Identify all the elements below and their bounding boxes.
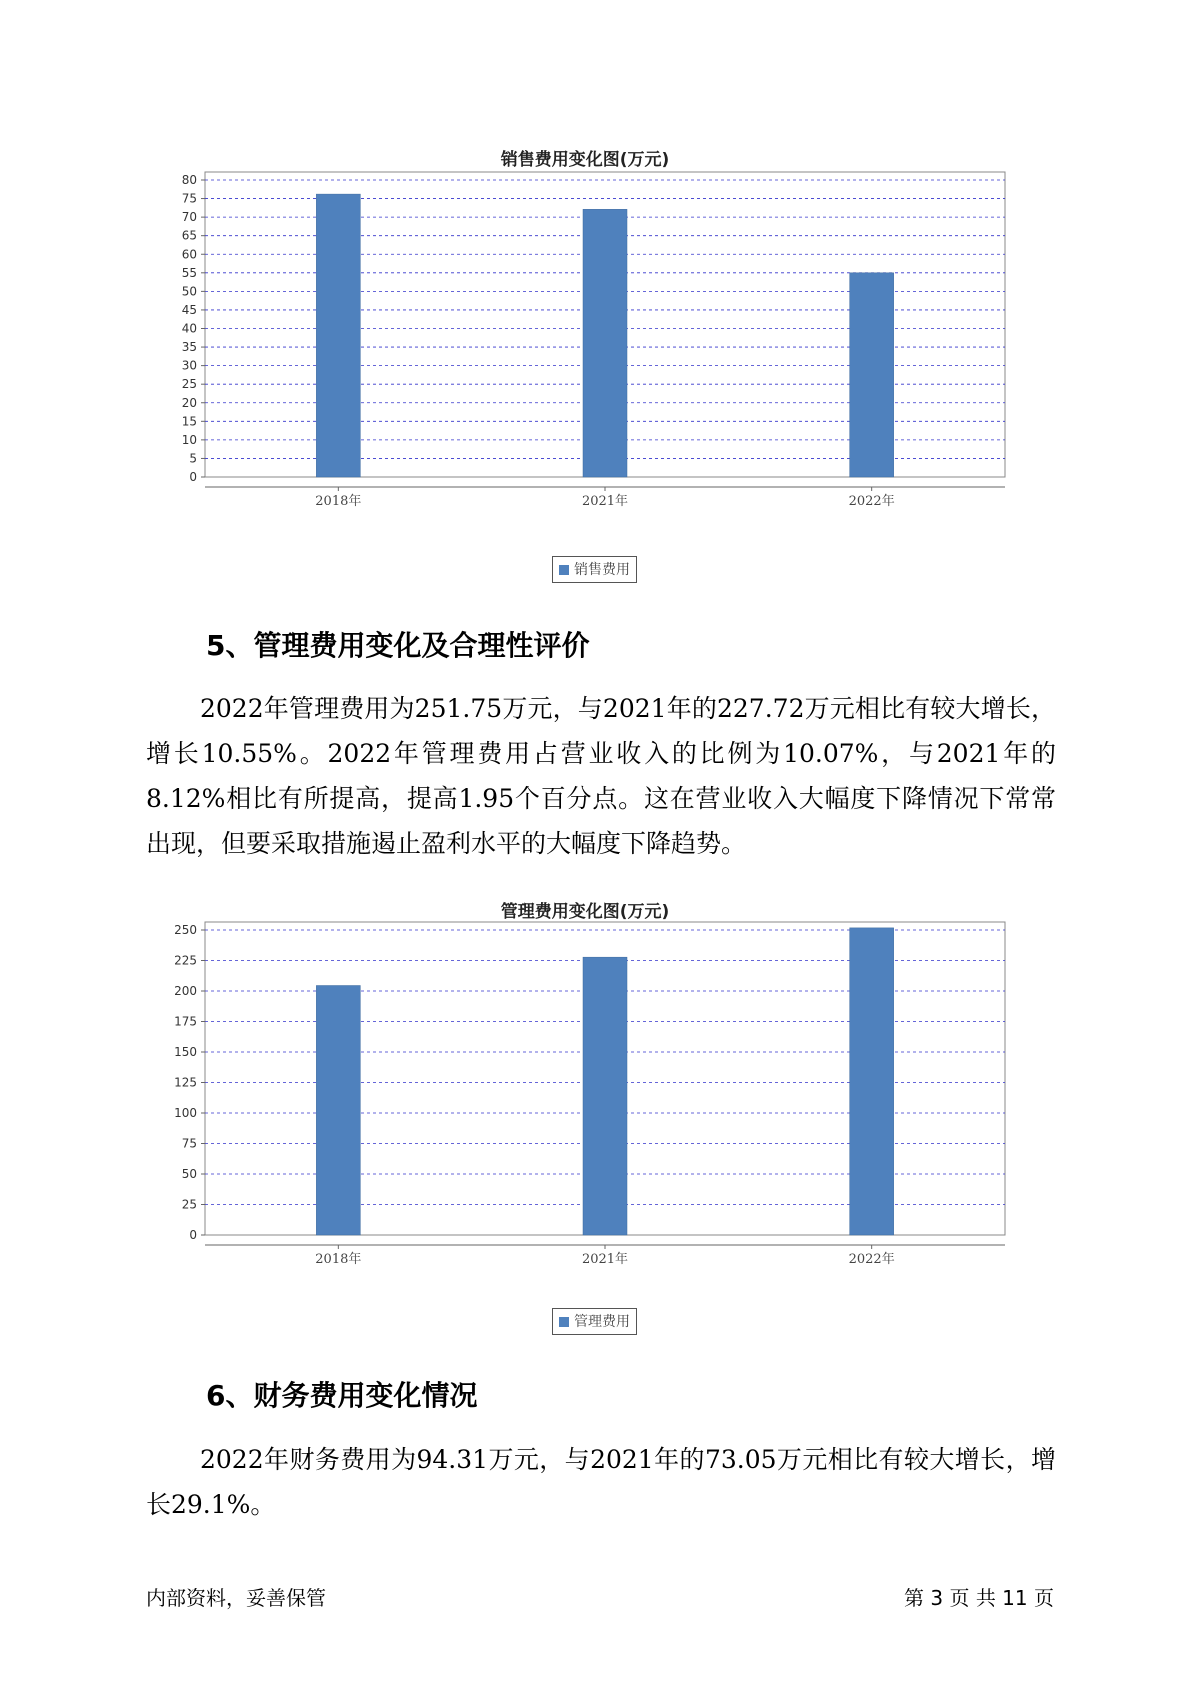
y-tick-label: 60 bbox=[181, 247, 197, 262]
y-tick-label: 40 bbox=[181, 321, 197, 336]
y-tick-label: 0 bbox=[189, 470, 197, 484]
x-tick-label: 2022年 bbox=[848, 494, 895, 509]
footer-confidential-note: 内部资料，妥善保管 bbox=[146, 1586, 326, 1610]
section-heading: 5、管理费用变化及合理性评价 bbox=[206, 629, 590, 662]
footer-page-number: 第 3 页 共 11 页 bbox=[904, 1586, 1054, 1610]
bar bbox=[850, 928, 894, 1235]
y-tick-label: 25 bbox=[181, 1197, 197, 1212]
y-tick-label: 35 bbox=[181, 340, 197, 355]
chart-legend bbox=[552, 556, 637, 583]
y-tick-label: 125 bbox=[174, 1075, 197, 1090]
y-tick-label: 70 bbox=[181, 210, 197, 225]
y-tick-label: 50 bbox=[181, 284, 197, 299]
bar bbox=[316, 986, 360, 1235]
y-tick-label: 225 bbox=[174, 953, 197, 968]
y-tick-label: 175 bbox=[174, 1014, 197, 1029]
y-tick-label: 15 bbox=[181, 414, 197, 429]
chart-title: 销售费用变化图(万元) bbox=[500, 150, 670, 170]
x-tick-label: 2018年 bbox=[315, 494, 362, 509]
section-paragraph: 2022年财务费用为94.31万元，与2021年的73.05万元相比有较大增长，增长29.1%。 bbox=[146, 1445, 1056, 1519]
sales-expense-chart bbox=[150, 140, 1020, 590]
legend-label: 管理费用 bbox=[574, 1314, 630, 1330]
y-tick-label: 250 bbox=[174, 923, 197, 937]
legend-swatch bbox=[559, 1317, 569, 1327]
y-tick-label: 50 bbox=[181, 1167, 197, 1181]
bar bbox=[583, 957, 627, 1235]
y-tick-label: 100 bbox=[174, 1106, 197, 1120]
y-tick-label: 150 bbox=[174, 1045, 197, 1059]
y-tick-label: 0 bbox=[189, 1228, 197, 1242]
section-heading: 6、财务费用变化情况 bbox=[206, 1379, 478, 1412]
legend-label: 销售费用 bbox=[574, 562, 630, 578]
chart-title: 管理费用变化图(万元) bbox=[500, 902, 670, 922]
y-tick-label: 45 bbox=[181, 302, 197, 317]
chart-plot bbox=[150, 140, 1020, 540]
y-tick-label: 10 bbox=[181, 432, 197, 447]
y-tick-label: 80 bbox=[181, 173, 197, 187]
x-tick-label: 2018年 bbox=[315, 1252, 362, 1267]
bar bbox=[316, 194, 360, 477]
bar bbox=[583, 209, 627, 477]
y-tick-label: 20 bbox=[181, 395, 197, 410]
y-tick-label: 75 bbox=[181, 191, 197, 206]
y-tick-label: 75 bbox=[181, 1136, 197, 1151]
bar bbox=[850, 273, 894, 477]
x-tick-label: 2021年 bbox=[581, 1252, 629, 1267]
legend-swatch bbox=[559, 565, 569, 575]
chart-legend bbox=[552, 1308, 637, 1335]
y-tick-label: 5 bbox=[189, 451, 197, 466]
y-tick-label: 30 bbox=[181, 358, 197, 373]
chart-plot bbox=[150, 892, 1020, 1292]
section-paragraph: 2022年管理费用为251.75万元，与2021年的227.72万元相比有较大增长，增长10.55%。2022年管理费用占营业收入的比例为10.07%，与2021年的8.12%相比有所提高，提高1.95个百分点。这在营业收入大幅度下降情况下常常出现，但要采取措施遏止盈利水平的大幅度下降趋势。 bbox=[146, 694, 1056, 858]
y-tick-label: 25 bbox=[181, 377, 197, 392]
y-tick-label: 65 bbox=[181, 228, 197, 243]
y-tick-label: 55 bbox=[181, 265, 197, 280]
y-tick-label: 200 bbox=[174, 984, 197, 998]
x-tick-label: 2022年 bbox=[848, 1252, 895, 1267]
x-tick-label: 2021年 bbox=[581, 494, 629, 509]
admin-expense-chart bbox=[150, 892, 1020, 1342]
